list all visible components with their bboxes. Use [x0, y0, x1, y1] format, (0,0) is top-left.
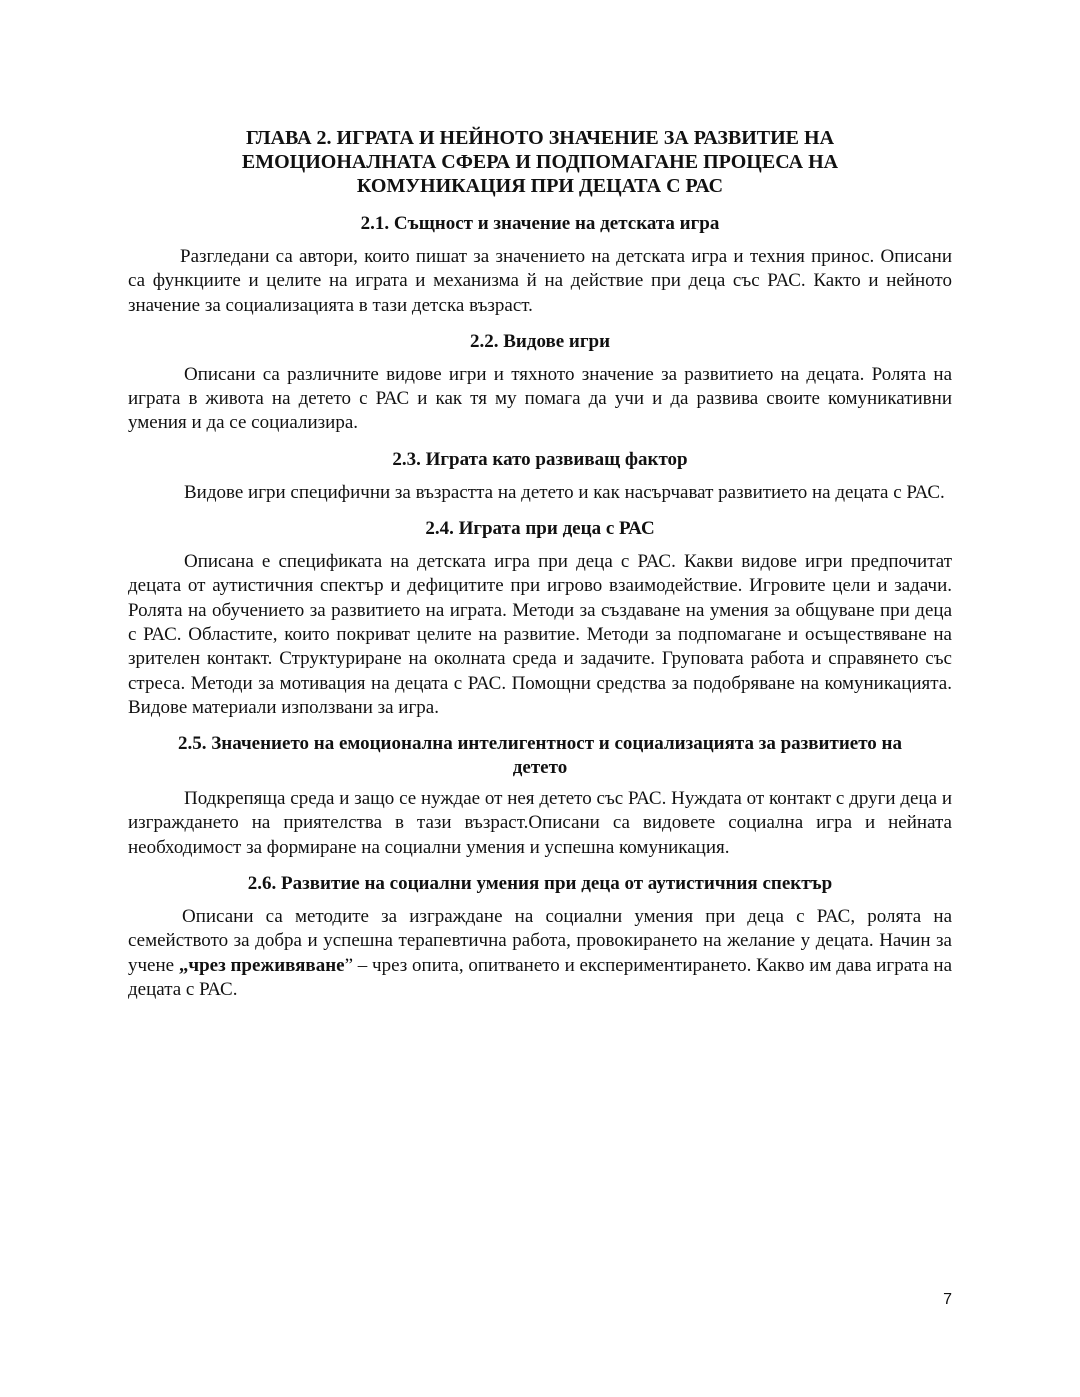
section-2-5 — [128, 732, 952, 860]
page-number: 7 — [943, 1291, 952, 1308]
section-heading: 2.1. Същност и значение на детската игра — [360, 213, 720, 234]
section-2-6 — [128, 872, 952, 1002]
section-paragraph: Видове игри специфични за възрастта на детето и как насърчават развитието на децата с РАС. — [184, 481, 945, 503]
section-paragraph — [128, 905, 952, 1002]
section-2-1 — [128, 212, 952, 318]
section-paragraph: Разгледани са автори, които пишат за значението на детската игра и техния принос. Описани са функциите и целите на играта и механизма й на действие при деца със РАС. Както и нейното значение за социализацията в тази детска възраст. — [128, 246, 952, 316]
section-heading: 2.5. Значението на емоционална интелигентност и социализацията за развитието на детето — [178, 733, 902, 779]
section-paragraph: Подкрепяща среда и защо се нуждае от нея детето със РАС. Нуждата от контакт с други деца и изграждането на приятелства в тази възраст.Описани са видовете социална игра и нейната необходимост за формиране на социални умения и успешна комуникация. — [128, 788, 952, 858]
section-paragraph: Описани са различните видове игри и тяхното значение за развитието на децата. Ролята на играта в живота на детето с РАС и как тя му помага да учи и да развива своите комуникативни умения и да се социализира. — [128, 363, 952, 434]
section-heading: 2.6. Развитие на социални умения при деца от аутистичния спектър — [247, 873, 833, 895]
section-2-3 — [128, 448, 952, 505]
document-page — [128, 126, 952, 1014]
section-2-4 — [128, 517, 952, 720]
section-heading: 2.2. Видове игри — [469, 330, 611, 352]
section-2-2 — [128, 330, 952, 436]
section-heading: 2.4. Играта при деца с РАС — [425, 518, 655, 540]
section-paragraph: Описана е спецификата на детската игра при деца с РАС. Какви видове игри предпочитат децата от аутистичния спектър и дефицитите при игрово взаимодействие. Игровите цели и задачи. Ролята на обучението за развитието на играта. Методи за създаване на умения за общуване при деца с РАС. Областите, които покриват целите на развитие. Методи за подпомагане и осъществяване на зрителен контакт. Структуриране на околната среда и задачите. Груповата работа и справянето със стреса. Методи за мотивация на децата с РАС. Помощни средства за подобряване на комуникацията. Видове материали използвани за игра. — [128, 551, 952, 718]
paragraph-text: ” – чрез опита, опитването и експериментирането. Какво им дава играта на децата с РАС. — [128, 954, 952, 1000]
paragraph-text: Описани са методите за изграждане на социални умения при деца с РАС, ролята на семейството за добра и успешна терапевтична работа, провокирането на желание у децата. Начин за учене — [128, 906, 952, 976]
emphasized-phrase: „чрез преживяване — [178, 954, 345, 976]
chapter-title: ГЛАВА 2. ИГРАТА И НЕЙНОТО ЗНАЧЕНИЕ ЗА РАЗВИТИЕ НА ЕМОЦИОНАЛНАТА СФЕРА И ПОДПОМАГАНЕ ПРОЦЕСА НА КОМУНИКАЦИЯ ПРИ ДЕЦАТА С РАС — [241, 127, 839, 197]
section-heading: 2.3. Играта като развиващ фактор — [392, 448, 688, 470]
